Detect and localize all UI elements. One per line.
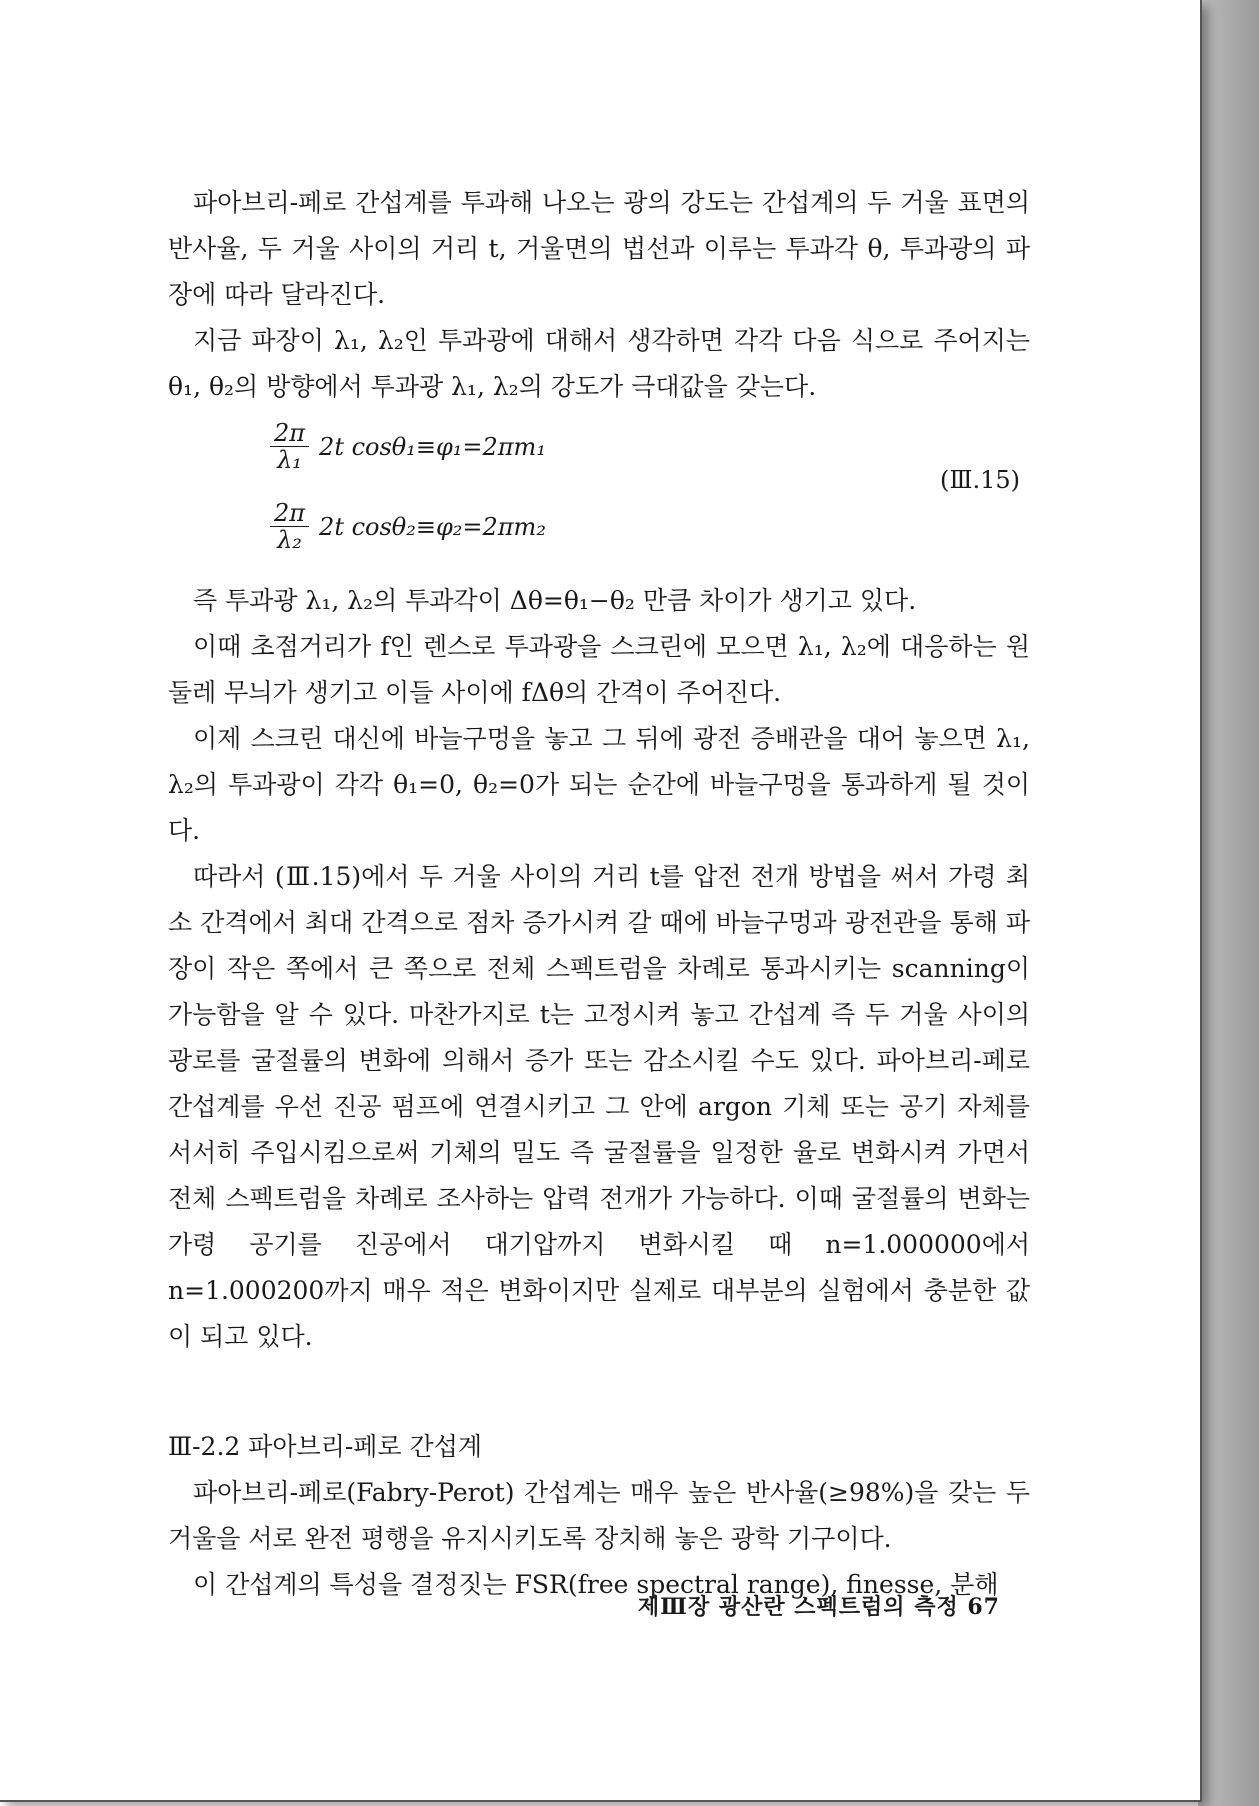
equation-body-1: 2t cosθ₁≡φ₁=2πm₁ (319, 432, 546, 461)
paragraph-6: 따라서 (Ⅲ.15)에서 두 거울 사이의 거리 t를 압전 전개 방법을 써서 가령 최소 간격에서 최대 간격으로 점차 증가시켜 갈 때에 바늘구멍과 광전관을 통해 파장이 작은 쪽에서 큰 쪽으로 전체 스펙트럼을 차례로 통과시키는 scanning이 가능함을 알 수 있다. 마찬가지로 t는 고정시켜 놓고 간섭계 즉 두 거울 사이의 광로를 굴절률의 변화에 의해서 증가 또는 감소시킬 수도 있다. 파아브리-페로 간섭계를 우선 진공 펌프에 연결시키고 그 안에 argon 기체 또는 공기 자체를 서서히 주입시킴으로써 기체의 밀도 즉 굴절률을 일정한 율로 변화시켜 가면서 전체 스펙트럼을 차례로 조사하는 압력 전개가 가능하다. 이때 굴절률의 변화는 가령 공기를 진공에서 대기압까지 변화시킬 때 n=1.000000에서 n=1.000200까지 매우 적은 변화이지만 실제로 대부분의 실험에서 충분한 값이 되고 있다. (168, 862, 1030, 1351)
section-heading: Ⅲ-2.2 파아브리-페로 간섭계 (168, 1432, 483, 1461)
paragraph-4: 이때 초점거리가 f인 렌스로 투과광을 스크린에 모으면 λ₁, λ₂에 대응하는 원 둘레 무늬가 생기고 이들 사이에 fΔθ의 간격이 주어진다. (168, 632, 1030, 707)
fraction-denominator: λ₁ (277, 446, 302, 474)
paragraph-2: 지금 파장이 λ₁, λ₂인 투과광에 대해서 생각하면 각각 다음 식으로 주어지는 θ₁, θ₂의 방향에서 투과광 λ₁, λ₂의 강도가 극대값을 갖는다. (168, 326, 1030, 401)
fraction-numerator: 2π (270, 420, 309, 447)
equation-block (168, 414, 1030, 578)
paragraph-7: 파아브리-페로(Fabry-Perot) 간섭계는 매우 높은 반사율(≥98%)을 갖는 두 거울을 서로 완전 평행을 유지시키도록 장치해 놓은 광학 기구이다. (168, 1478, 1030, 1553)
fraction-1 (270, 420, 309, 473)
paragraph-5: 이제 스크린 대신에 바늘구멍을 놓고 그 뒤에 광전 증배관을 대어 놓으면 λ₁, λ₂의 투과광이 각각 θ₁=0, θ₂=0가 되는 순간에 바늘구멍을 통과하게 될 것이다. (168, 724, 1030, 845)
page-body (168, 180, 1030, 1608)
paragraph-8: 이 간섭계의 특성을 결정짓는 FSR(free spectral range), finesse, 분해 (193, 1570, 999, 1599)
equation-line-2 (270, 500, 546, 553)
fraction-denominator: λ₂ (277, 526, 302, 554)
equation-line-1 (270, 420, 546, 473)
paragraph-1: 파아브리-페로 간섭계를 투과해 나오는 광의 강도는 간섭계의 두 거울 표면의 반사율, 두 거울 사이의 거리 t, 거울면의 법선과 이루는 투과각 θ, 투과광의 파장에 따라 달라진다. (168, 188, 1030, 309)
book-edge-shadow (1198, 0, 1259, 1806)
fraction-2 (270, 500, 309, 553)
running-footer: 제Ⅲ장 광산란 스펙트럼의 측정 67 (637, 1594, 1000, 1620)
equation-number: (Ⅲ.15) (939, 466, 1020, 494)
fraction-numerator: 2π (270, 500, 309, 527)
paragraph-3: 즉 투과광 λ₁, λ₂의 투과각이 Δθ=θ₁−θ₂ 만큼 차이가 생기고 있다. (193, 586, 917, 615)
equation-body-2: 2t cosθ₂≡φ₂=2πm₂ (319, 512, 546, 541)
